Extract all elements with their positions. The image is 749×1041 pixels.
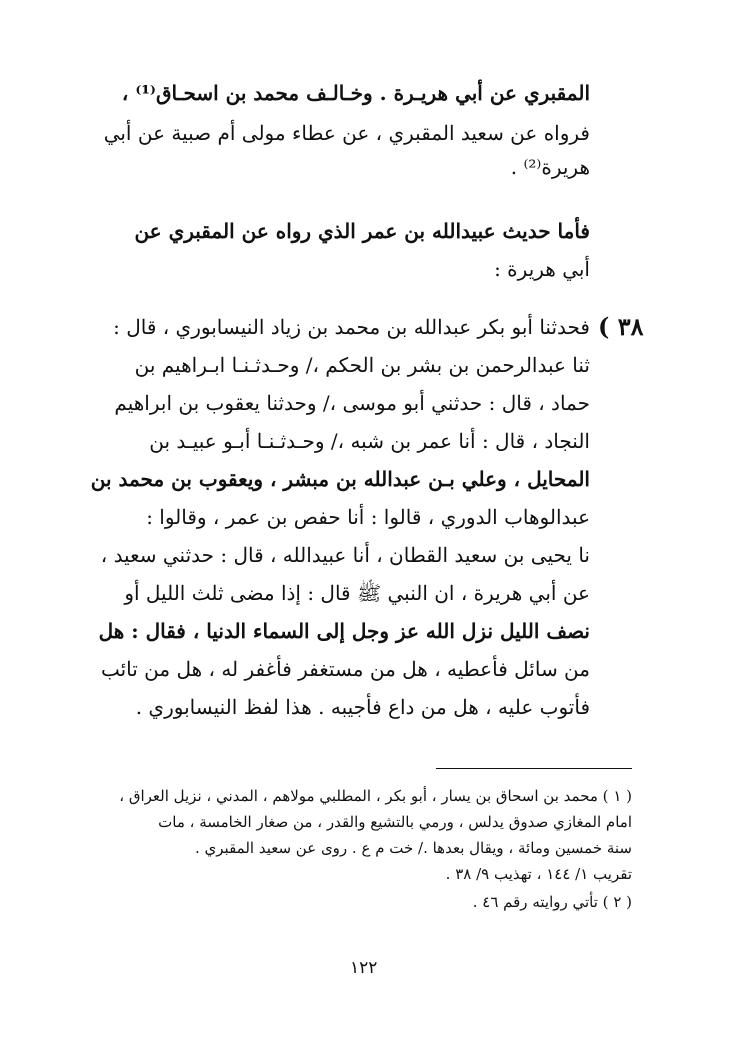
text-line: أبي هريرة : [494, 257, 590, 281]
footnote-line: سنة خمسين ومائة ، ويقال بعدها ./ خت م ع . روى عن سعيد المقبري . [194, 839, 632, 857]
text-line: المحايل ، وعلي بـن عبدالله بن مبشر ، ويعقوب بن محمد بن [90, 467, 590, 491]
footnote-line: ( ٢ ) تأتي روايته رقم ٤٦ . [472, 893, 632, 911]
text-line: النجاد ، قال : أنا عمر بن شبه ،/ وحـدثـنـا أبـو عبيـد بن [149, 429, 590, 453]
text-line: ثنا عبدالرحمن بن بشر بن الحكم ،/ وحـدثـنـا ابـراهيم بن [134, 353, 590, 377]
footnotes [100, 784, 632, 934]
text-line: المقبري عن أبي هريـرة . وخـالـف محمد بن اسحـاق⁽¹⁾ ، [121, 81, 590, 105]
text-line: هريرة⁽²⁾ . [510, 155, 590, 179]
text-line: نصف الليل نزل الله عز وجل إلى السماء الدنيا ، فقال : هل [98, 619, 590, 643]
footnote-line: امام المغازي صدوق يدلس ، ورمي بالتشيع والقدر ، من صغار الخامسة ، مات [158, 813, 632, 831]
paragraph-3 [90, 312, 590, 752]
page-number: ١٢٢ [350, 958, 378, 978]
text-line: فحدثنا أبو بكر عبدالله بن محمد بن زياد النيسابوري ، قال : [113, 315, 590, 339]
text-line: فأتوب عليه ، هل من داع فأجيبه . هذا لفظ النيسابوري . [135, 695, 590, 719]
text-line: نا يحيى بن سعيد القطان ، أنا عبيدالله ، قال : حدثني سعيد ، [100, 543, 590, 567]
text-line: عبدالوهاب الدوري ، قالوا : أنا حفص بن عمر ، وقالوا : [146, 505, 590, 529]
footnote-separator [436, 768, 632, 769]
text-line: فأما حديث عبيدالله بن عمر الذي رواه عن المقبري عن [134, 219, 590, 243]
paragraph-1 [100, 78, 590, 188]
hadith-number: ٣٨ ) [598, 312, 644, 341]
footnote-line: ( ١ ) محمد بن اسحاق بن يسار ، أبو بكر ، المطلبي مولاهم ، المدني ، نزيل العراق ، [119, 787, 632, 805]
footnote-line: تقريب ١/ ١٤٤ ، تهذيب ٩/ ٣٨ . [445, 865, 632, 883]
text-line: من سائل فأعطيه ، هل من مستغفر فأغفر له ، هل من تائب [100, 657, 590, 681]
paragraph-2 [100, 216, 590, 296]
text-line: عن أبي هريرة ، ان النبي ﷺ قال : إذا مضى ثلث الليل أو [124, 581, 590, 605]
text-line: حماد ، قال : حدثني أبو موسى ،/ وحدثنا يعقوب بن ابراهيم [114, 391, 590, 415]
text-line: فرواه عن سعيد المقبري ، عن عطاء مولى أم صبية عن أبي [103, 121, 590, 145]
